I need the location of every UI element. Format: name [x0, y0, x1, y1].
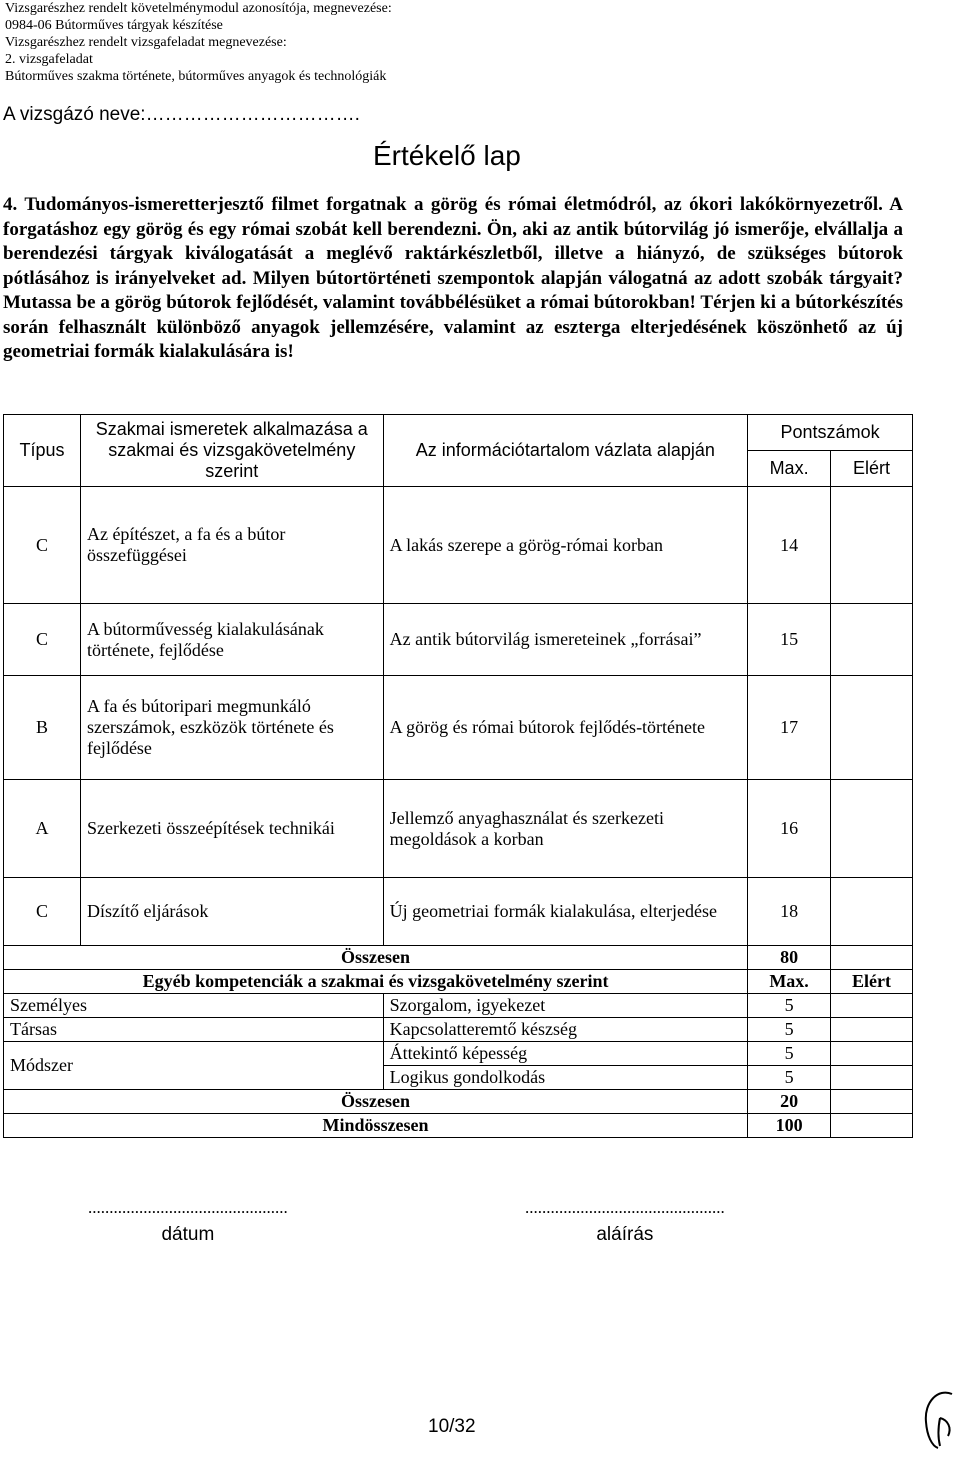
other-competencies-header: Egyéb kompetenciák a szakmai és vizsgakövetelmény szerint: [4, 970, 748, 994]
row-max: 17: [748, 676, 831, 780]
table-row: [4, 780, 913, 878]
page-title: Értékelő lap: [373, 140, 521, 171]
row-type: C: [4, 878, 81, 946]
other-max-header: Max.: [748, 970, 831, 994]
competency-max: 5: [748, 1018, 831, 1042]
row-max: 14: [748, 487, 831, 604]
evaluation-table: [3, 414, 913, 1138]
row-skill: A fa és bútoripari megmunkáló szerszámok, eszközök története és fejlődése: [80, 676, 383, 780]
subtotal-label: Összesen: [4, 1090, 748, 1114]
header-line-5: Bútorműves szakma története, bútorműves anyagok és technológiák: [5, 69, 387, 84]
subtotal-achieved: [831, 946, 913, 970]
row-achieved: [831, 878, 913, 946]
competency-category: Társas: [4, 1018, 384, 1042]
row-skill: Díszítő eljárások: [80, 878, 383, 946]
header-line-1: Vizsgarészhez rendelt követelménymodul azonosítója, megnevezése:: [5, 1, 392, 16]
row-max: 16: [748, 780, 831, 878]
row-type: A: [4, 780, 81, 878]
row-outline: A lakás szerepe a görög-római korban: [383, 487, 748, 604]
other-achieved-header: Elért: [831, 970, 913, 994]
date-line: ...............................................: [88, 1198, 288, 1217]
row-type: B: [4, 676, 81, 780]
row-outline: A görög és római bútorok fejlődés-története: [383, 676, 748, 780]
document-header: [5, 0, 392, 85]
date-label: dátum: [161, 1224, 215, 1245]
competency-category: Személyes: [4, 994, 384, 1018]
sign-line: ...............................................: [525, 1198, 725, 1217]
subtotal-label: Összesen: [4, 946, 748, 970]
row-type: C: [4, 487, 81, 604]
row-skill: Szerkezeti összeépítések technikái: [80, 780, 383, 878]
competency-item: Szorgalom, igyekezet: [383, 994, 748, 1018]
subtotal-value: 80: [748, 946, 831, 970]
header-outline: Az információtartalom vázlata alapján: [383, 415, 748, 487]
competency-max: 5: [748, 994, 831, 1018]
grand-total-row: [4, 1114, 913, 1138]
date-signature-block: [88, 1198, 288, 1246]
competency-achieved: [831, 994, 913, 1018]
table-row: [4, 676, 913, 780]
grand-total-label: Mindösszesen: [4, 1114, 748, 1138]
grand-total-value: 100: [748, 1114, 831, 1138]
row-skill: Az építészet, a fa és a bútor összefüggései: [80, 487, 383, 604]
header-skills: Szakmai ismeretek alkalmazása a szakmai és vizsgakövetelmény szerint: [80, 415, 383, 487]
header-line-4: 2. vizsgafeladat: [5, 52, 93, 67]
competency-item: Áttekintő képesség: [383, 1042, 748, 1066]
page-number: 10/32: [428, 1416, 476, 1437]
row-outline: Jellemző anyaghasználat és szerkezeti megoldások a korban: [383, 780, 748, 878]
header-achieved: Elért: [831, 451, 913, 487]
row-max: 15: [748, 604, 831, 676]
table-row: [4, 487, 913, 604]
row-achieved: [831, 676, 913, 780]
competency-achieved: [831, 1066, 913, 1090]
subtotal-row: [4, 946, 913, 970]
competency-category: Módszer: [4, 1042, 384, 1090]
header-line-3: Vizsgarészhez rendelt vizsgafeladat megnevezése:: [5, 35, 287, 50]
grand-total-achieved: [831, 1114, 913, 1138]
row-achieved: [831, 780, 913, 878]
header-type: Típus: [4, 415, 81, 487]
subtotal-row: [4, 1090, 913, 1114]
subtotal-value: 20: [748, 1090, 831, 1114]
competency-max: 5: [748, 1066, 831, 1090]
table-row: [4, 994, 913, 1018]
row-outline: Az antik bútorvilág ismereteinek „forrásai”: [383, 604, 748, 676]
table-row: [4, 604, 913, 676]
competency-max: 5: [748, 1042, 831, 1066]
table-row: [4, 1018, 913, 1042]
competency-achieved: [831, 1018, 913, 1042]
task-description: 4. Tudományos-ismeretterjesztő filmet forgatnak a görög és római életmódról, az ókori lakókörnyezetről. A forgatáshoz egy görög és egy római szobát kell berendezni. Ön, aki az antik bútorvilág jó ismerője, elvállalja a berendezési tárgyak kiválogatását a meglévő raktárkészletből, illetve a hiányzó, de szükséges bútorok pótlásához is irányelveket ad. Milyen bútortörténeti szempontok alapján válogatná az adott szobák tárgyait? Mutassa be a görög bútorok fejlődését, valamint továbbélésüket a római bútorokban! Térjen ki a bútorkészítés során felhasznált különböző anyagok jellemzésére, valamint az eszterga elterjedésének köszönhető az új geometriai formák kialakulására is!: [3, 194, 903, 362]
header-points: Pontszámok: [748, 415, 913, 451]
row-achieved: [831, 487, 913, 604]
competency-achieved: [831, 1042, 913, 1066]
subtotal-achieved: [831, 1090, 913, 1114]
initials-mark: [918, 1388, 958, 1450]
competency-item: Kapcsolatteremtő készség: [383, 1018, 748, 1042]
row-type: C: [4, 604, 81, 676]
candidate-name-field: A vizsgázó neve:…………………………….: [3, 104, 360, 125]
row-outline: Új geometriai formák kialakulása, elterjedése: [383, 878, 748, 946]
sign-signature-block: [525, 1198, 725, 1246]
competency-item: Logikus gondolkodás: [383, 1066, 748, 1090]
header-max: Max.: [748, 451, 831, 487]
row-achieved: [831, 604, 913, 676]
row-max: 18: [748, 878, 831, 946]
table-row: [4, 878, 913, 946]
table-row: [4, 1042, 913, 1066]
sign-label: aláírás: [596, 1224, 654, 1245]
header-line-2: 0984-06 Bútorműves tárgyak készítése: [5, 18, 223, 33]
row-skill: A bútorművesség kialakulásának története, fejlődése: [80, 604, 383, 676]
